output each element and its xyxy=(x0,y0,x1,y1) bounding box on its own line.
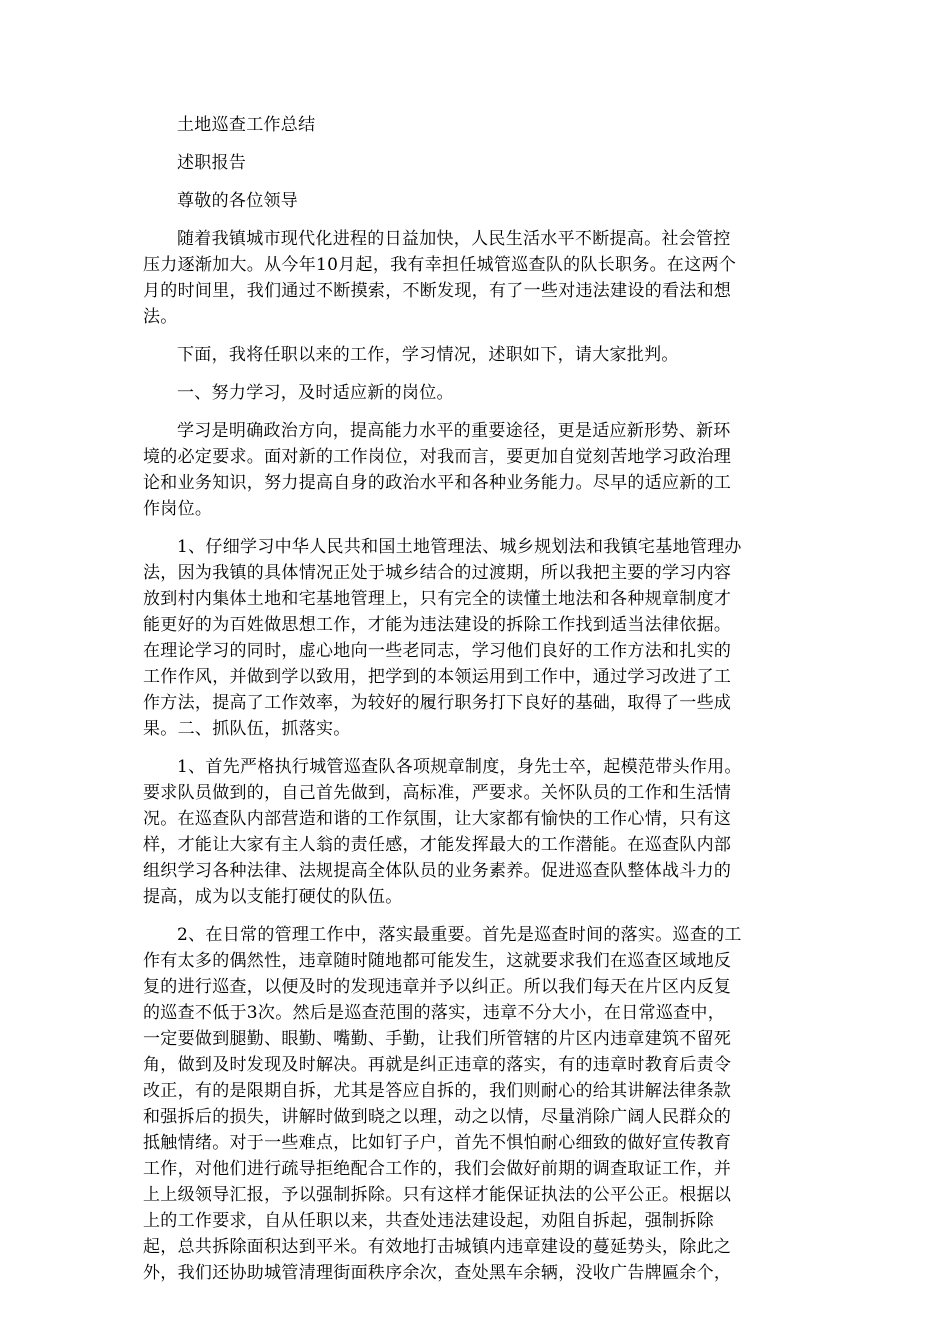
paragraph-line: 作岗位。 xyxy=(143,499,213,519)
section-heading: 一、努力学习，及时适应新的岗位。 xyxy=(177,383,454,403)
paragraph-line: 果。二、抓队伍，抓落实。 xyxy=(143,719,351,739)
paragraph-line: 组织学习各种法律、法规提高全体队员的业务素养。促进巡查队整体战斗力的 xyxy=(143,861,732,881)
paragraph-line: 法，因为我镇的具体情况正处于城乡结合的过渡期，所以我把主要的学习内容 xyxy=(143,563,732,583)
paragraph-line: 放到村内集体土地和宅基地管理上，只有完全的读懂土地法和各种规章制度才 xyxy=(143,589,732,609)
paragraph-study-law xyxy=(143,534,805,742)
paragraph-line: 复的进行巡查，以便及时的发现违章并予以纠正。所以我们每天在片区内反复 xyxy=(143,977,732,997)
paragraph-line: 作方法，提高了工作效率，为较好的履行职务打下良好的基础，取得了一些成 xyxy=(143,693,732,713)
salutation: 尊敬的各位领导 xyxy=(177,191,299,211)
document-title: 土地巡查工作总结 xyxy=(177,115,316,135)
paragraph-line: 工作，对他们进行疏导拒绝配合工作的，我们会做好前期的调查取证工作，并 xyxy=(143,1159,732,1179)
section-heading-1 xyxy=(143,380,805,406)
paragraph-overview xyxy=(143,342,805,368)
paragraph-line: 1、首先严格执行城管巡查队各项规章制度，身先士卒，起模范带头作用。 xyxy=(177,757,742,777)
paragraph-line: 法。 xyxy=(143,307,178,327)
paragraph-line: 抵触情绪。对于一些难点，比如钉子户，首先不惧怕耐心细致的做好宣传教育 xyxy=(143,1133,732,1153)
paragraph-line: 一定要做到腿勤、眼勤、嘴勤、手勤，让我们所管辖的片区内违章建筑不留死 xyxy=(143,1029,732,1049)
paragraph-team-rules xyxy=(143,754,805,910)
paragraph-line: 作有太多的偶然性，违章随时随地都可能发生，这就要求我们在巡查区域地反 xyxy=(143,951,732,971)
paragraph-line: 压力逐渐加大。从今年10月起，我有幸担任城管巡查队的队长职务。在这两个 xyxy=(143,255,737,275)
paragraph-line: 工作作风，并做到学以致用，把学到的本领运用到工作中，通过学习改进了工 xyxy=(143,667,732,687)
document-subtitle: 述职报告 xyxy=(177,153,247,173)
paragraph-line: 境的必定要求。面对新的工作岗位，对我而言，要更加自觉刻苦地学习政治理 xyxy=(143,447,732,467)
paragraph-line: 和强拆后的损失，讲解时做到晓之以理，动之以情，尽量消除广阔人民群众的 xyxy=(143,1107,732,1127)
paragraph-line: 月的时间里，我们通过不断摸索，不断发现，有了一些对违法建设的看法和想 xyxy=(143,281,732,301)
paragraph-line: 在理论学习的同时，虚心地向一些老同志，学习他们良好的工作方法和扎实的 xyxy=(143,641,732,661)
paragraph-line: 论和业务知识，努力提高自身的政治水平和各种业务能力。尽早的适应新的工 xyxy=(143,473,732,493)
paragraph-line: 起，总共拆除面积达到平米。有效地打击城镇内违章建设的蔓延势头，除此之 xyxy=(143,1237,732,1257)
paragraph-line: 改正，有的是限期自拆，尤其是答应自拆的，我们则耐心的给其讲解法律条款 xyxy=(143,1081,732,1101)
paragraph-line: 1、仔细学习中华人民共和国土地管理法、城乡规划法和我镇宅基地管理办 xyxy=(177,537,742,557)
paragraph-learning xyxy=(143,418,805,522)
paragraph-line: 要求队员做到的，自己首先做到，高标准，严要求。关怀队员的工作和生活情 xyxy=(143,783,732,803)
paragraph-line: 学习是明确政治方向，提高能力水平的重要途径，更是适应新形势、新环 xyxy=(177,421,731,441)
paragraph-intro xyxy=(143,226,805,330)
paragraph-line: 况。在巡查队内部营造和谐的工作氛围，让大家都有愉快的工作心情，只有这 xyxy=(143,809,732,829)
paragraph-line: 外，我们还协助城管清理街面秩序余次，查处黑车余辆，没收广告牌匾余个， xyxy=(143,1263,732,1283)
paragraph-line: 随着我镇城市现代化进程的日益加快，人民生活水平不断提高。社会管控 xyxy=(177,229,731,249)
paragraph-line: 样，才能让大家有主人翁的责任感，才能发挥最大的工作潜能。在巡查队内部 xyxy=(143,835,732,855)
paragraph-line: 上上级领导汇报，予以强制拆除。只有这样才能保证执法的公平公正。根据以 xyxy=(143,1185,732,1205)
paragraph-line: 能更好的为百姓做思想工作，才能为违法建设的拆除工作找到适当法律依据。 xyxy=(143,615,732,635)
paragraph-line: 2、在日常的管理工作中，落实最重要。首先是巡查时间的落实。巡查的工 xyxy=(177,925,742,945)
paragraph-line: 提高，成为以支能打硬仗的队伍。 xyxy=(143,887,403,907)
paragraph-line: 下面，我将任职以来的工作，学习情况，述职如下，请大家批判。 xyxy=(177,345,679,365)
paragraph-daily-management xyxy=(143,922,805,1286)
paragraph-line: 上的工作要求，自从任职以来，共查处违法建设起，劝阻自拆起，强制拆除 xyxy=(143,1211,714,1231)
paragraph-line: 角，做到及时发现及时解决。再就是纠正违章的落实，有的违章时教育后责令 xyxy=(143,1055,732,1075)
document-body xyxy=(143,112,805,1298)
paragraph-line: 的巡查不低于3次。然后是巡查范围的落实，违章不分大小，在日常巡查中， xyxy=(143,1003,726,1023)
